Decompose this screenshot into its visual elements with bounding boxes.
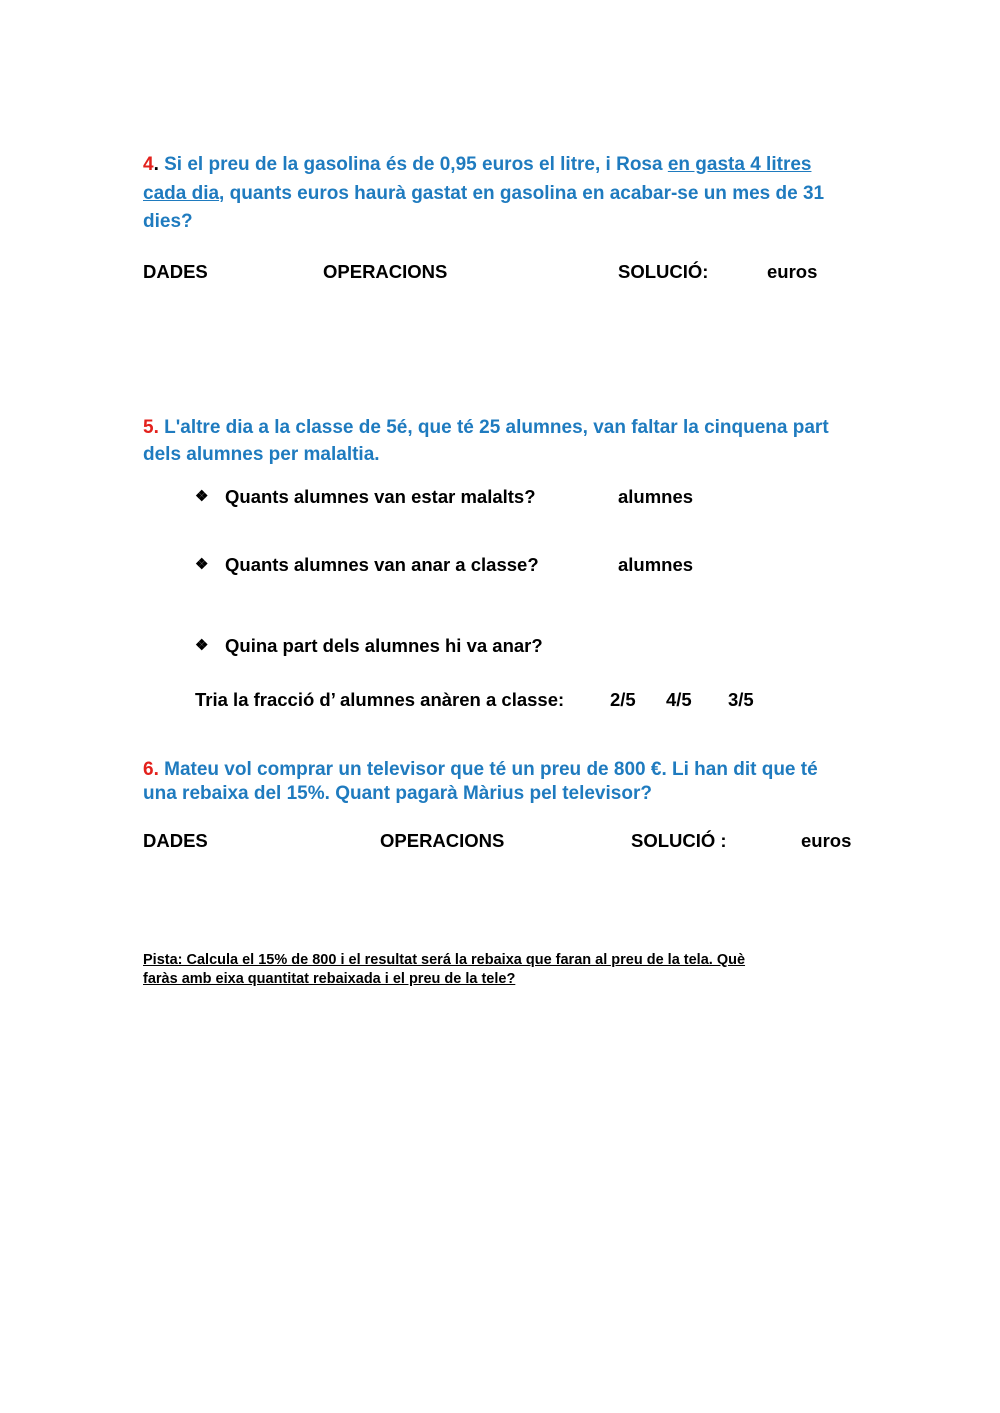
q5-choice-option[interactable]: 3/5 [728,689,754,710]
q4-dades-label: DADES [143,261,208,282]
q5-number: 5. [143,417,159,438]
q6-dades-label: DADES [143,830,208,851]
hint-line-2: faràs amb eixa quantitat rebaixada i el preu de la tele? [143,971,516,987]
q4-text-c: dies? [143,211,193,232]
q6-line1-text: Mateu vol comprar un televisor que té un preu de 800 €. Li han dit que té [158,759,818,780]
bullet-diamond-icon: ❖ [195,637,209,654]
q5-item-1-question: Quants alumnes van estar malalts? [225,486,536,507]
q6-line-2: una rebaixa del 15%. Quant pagarà Màrius pel televisor? [143,783,652,804]
q4-line-1 [143,151,811,180]
q6-operacions-label: OPERACIONS [380,830,505,851]
q5-item-2-question: Quants alumnes van anar a classe? [225,554,539,575]
q4-number: 4 [143,154,154,175]
q5-item-1-unit: alumnes [618,486,694,507]
q4-line-2 [143,180,824,209]
q5-choice-prompt: Tria la fracció d’ alumnes anàren a classe: [195,689,565,710]
q4-underlined-2: cada dia [143,183,220,204]
q5-choice-option[interactable]: 4/5 [666,689,692,710]
q4-text-b: , quants euros haurà gastat en gasolina en acabar-se un mes de 31 [219,183,825,204]
q4-operacions-label: OPERACIONS [323,261,448,282]
q6-solucio-label: SOLUCIÓ : [631,830,727,851]
q5-line-1 [143,414,829,443]
q5-choice-option[interactable]: 2/5 [610,689,636,710]
hint-line-1: Pista: Calcula el 15% de 800 i el resultat será la rebaixa que faran al preu de la tela. Què [143,952,746,968]
q5-line1-text: L'altre dia a la classe de 5é, que té 25 alumnes, van faltar la cinquena part [158,417,829,438]
q4-text-a: Si el preu de la gasolina és de 0,95 euros el litre, i Rosa [158,154,668,175]
q5-item-2-unit: alumnes [618,554,694,575]
q5-item-3-question: Quina part dels alumnes hi va anar? [225,635,543,656]
q6-unit-label: euros [801,830,852,851]
q5-line-2: dels alumnes per malaltia. [143,444,380,465]
bullet-diamond-icon: ❖ [195,488,209,505]
bullet-diamond-icon: ❖ [195,556,209,573]
q4-unit-label: euros [767,261,818,282]
q4-solucio-label: SOLUCIÓ: [618,261,709,282]
q6-number: 6. [143,759,159,780]
q4-dot: . [153,154,159,175]
q4-underlined-1: en gasta 4 litres [667,154,812,175]
